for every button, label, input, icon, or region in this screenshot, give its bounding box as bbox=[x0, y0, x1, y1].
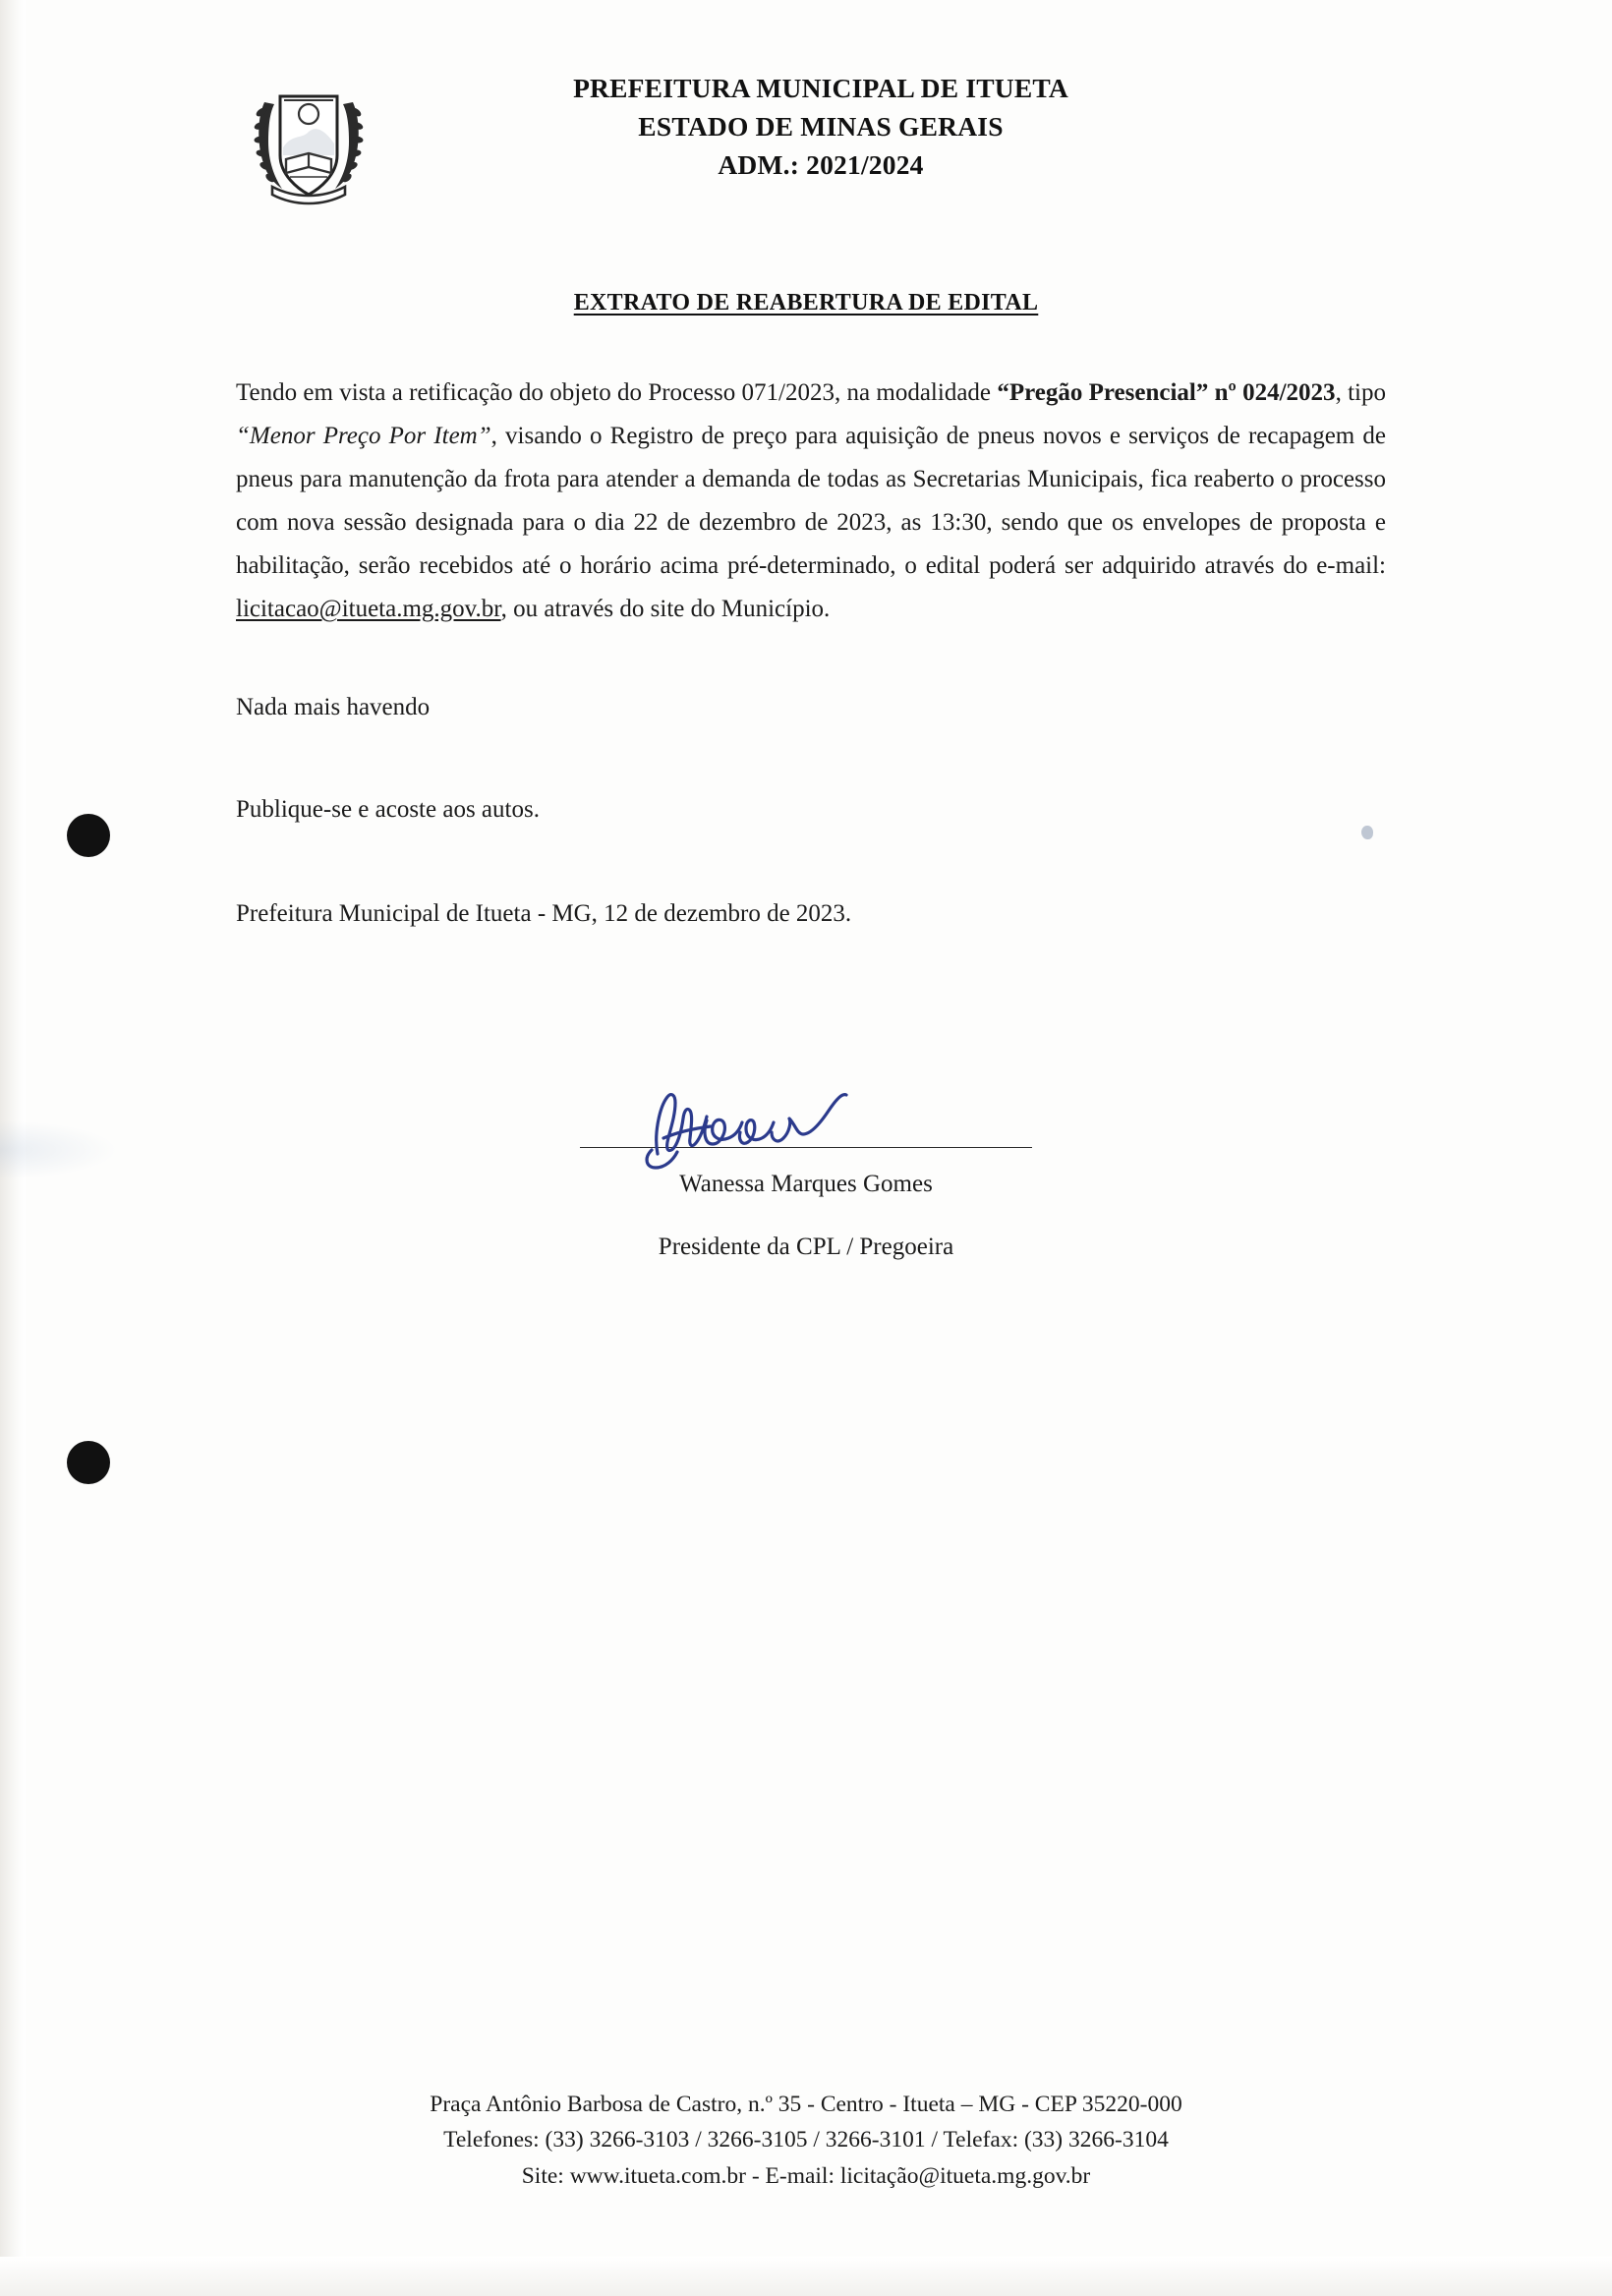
p1-segment-4: , ou através do site do Município. bbox=[500, 596, 831, 622]
header-line-administration: ADM.: 2021/2024 bbox=[718, 149, 924, 181]
email-link[interactable]: licitacao@itueta.mg.gov.br bbox=[236, 596, 501, 622]
document-title-text: EXTRATO DE REABERTURA DE EDITAL bbox=[573, 290, 1039, 316]
header-line-state: ESTADO DE MINAS GERAIS bbox=[638, 111, 1004, 143]
paragraph-place-date: Prefeitura Municipal de Itueta - MG, 12 de dezembro de 2023. bbox=[236, 900, 852, 927]
signatory-name: Wanessa Marques Gomes bbox=[679, 1171, 933, 1197]
punch-hole-top bbox=[67, 814, 110, 857]
coat-of-arms-icon bbox=[251, 79, 367, 208]
header-line-municipality: PREFEITURA MUNICIPAL DE ITUETA bbox=[573, 73, 1068, 103]
p1-segment-3: , visando o Registro de preço para aquisição de pneus novos e serviços de recapagem de pneus para manutenção da frota para atender a demanda de todas as Secretarias Municipais, fica reaberto o processo com nova sessão designada para o dia 22 de dezembro de 2023, as 13:30, sendo que os envelopes de proposta e habilitação, serão recebidos até o horário acima pré-determinado, o edital poderá ser adquirido através do e-mail: bbox=[236, 423, 1386, 579]
signature-line bbox=[580, 1147, 1032, 1149]
footer-address: Praça Antônio Barbosa de Castro, n.º 35 - Centro - Itueta – MG - CEP 35220-000 bbox=[430, 2091, 1182, 2117]
paragraph-closing-2: Publique-se e acoste aos autos. bbox=[236, 796, 540, 823]
document-footer bbox=[0, 2087, 1612, 2194]
p1-bold-modality: “Pregão Presencial” nº 024/2023 bbox=[997, 379, 1336, 406]
handwritten-signature-icon bbox=[634, 1077, 890, 1176]
footer-site-email: Site: www.itueta.com.br - E-mail: licitação@itueta.mg.gov.br bbox=[521, 2162, 1091, 2189]
document-body bbox=[236, 372, 1386, 936]
p1-segment-2: , tipo bbox=[1335, 379, 1387, 406]
footer-phones: Telefones: (33) 3266-3103 / 3266-3105 / 3266-3101 / Telefax: (33) 3266-3104 bbox=[443, 2127, 1169, 2153]
p1-italic-type: “Menor Preço Por Item” bbox=[236, 423, 491, 449]
p1-segment-1: Tendo em vista a retificação do objeto do Processo 071/2023, na modalidade bbox=[236, 379, 998, 406]
document-header bbox=[0, 69, 1612, 184]
signature-line-wrapper bbox=[580, 1089, 1032, 1158]
paragraph-main bbox=[236, 372, 1386, 631]
document-title bbox=[0, 290, 1612, 316]
paragraph-closing-1: Nada mais havendo bbox=[236, 694, 431, 720]
scan-bottom-shadow bbox=[0, 2257, 1612, 2296]
signatory-role: Presidente da CPL / Pregoeira bbox=[658, 1234, 954, 1260]
signature-block bbox=[0, 1089, 1612, 1261]
punch-hole-bottom bbox=[67, 1441, 110, 1484]
